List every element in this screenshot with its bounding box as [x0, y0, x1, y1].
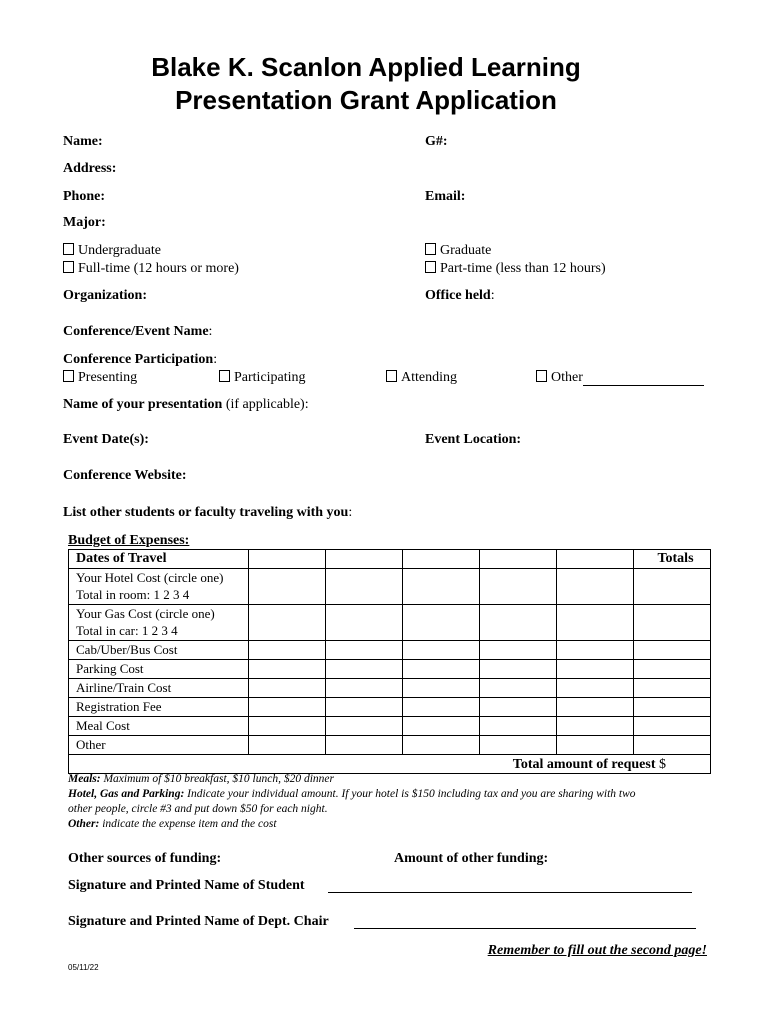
amount-cell[interactable]	[403, 569, 480, 605]
registration-fee-label: Registration Fee	[69, 698, 249, 717]
travelers-colon: :	[348, 505, 353, 520]
amount-cell[interactable]	[557, 660, 634, 679]
amount-cell[interactable]	[557, 569, 634, 605]
budget-heading: Budget of Expenses:	[68, 533, 190, 548]
parking-cost-label: Parking Cost	[69, 660, 249, 679]
hotel-cost-line-1: Your Hotel Cost (circle one)	[76, 570, 224, 585]
student-signature-line[interactable]	[328, 879, 692, 893]
date-cell[interactable]	[249, 550, 326, 569]
address-label: Address:	[63, 161, 117, 176]
total-cell[interactable]	[634, 679, 711, 698]
amount-cell[interactable]	[403, 698, 480, 717]
amount-cell[interactable]	[249, 660, 326, 679]
graduate-option[interactable]	[425, 243, 491, 259]
attending-label: Attending	[401, 370, 457, 385]
gas-cost-line-1: Your Gas Cost (circle one)	[76, 606, 215, 621]
attending-checkbox[interactable]	[386, 370, 397, 382]
other-checkbox[interactable]	[536, 370, 547, 382]
amount-cell[interactable]	[326, 679, 403, 698]
amount-cell[interactable]	[403, 660, 480, 679]
table-row	[69, 679, 711, 698]
conference-name-text: Conference/Event Name	[63, 324, 209, 339]
amount-cell[interactable]	[249, 679, 326, 698]
full-time-checkbox[interactable]	[63, 261, 74, 273]
amount-cell[interactable]	[326, 717, 403, 736]
conference-name-label	[63, 324, 212, 340]
major-label: Major:	[63, 215, 106, 230]
amount-cell[interactable]	[480, 717, 557, 736]
undergraduate-label: Undergraduate	[78, 243, 161, 258]
date-cell[interactable]	[557, 550, 634, 569]
hotel-cost-label	[69, 569, 249, 605]
undergraduate-option[interactable]	[63, 243, 161, 259]
presentation-name-text: Name of your presentation	[63, 397, 223, 412]
total-request-row	[69, 755, 711, 774]
budget-header-row	[69, 550, 711, 569]
second-page-reminder: Remember to fill out the second page!	[487, 943, 707, 958]
gas-cost-label	[69, 605, 249, 641]
hotel-note	[68, 787, 636, 802]
amount-cell[interactable]	[480, 605, 557, 641]
participating-label: Participating	[234, 370, 306, 385]
amount-cell[interactable]	[557, 736, 634, 755]
graduate-label: Graduate	[440, 243, 492, 258]
form-title-line-2: Presentation Grant Application	[175, 85, 557, 115]
part-time-checkbox[interactable]	[425, 261, 436, 273]
full-time-label: Full-time (12 hours or more)	[78, 261, 239, 276]
amount-cell[interactable]	[249, 736, 326, 755]
amount-cell[interactable]	[326, 569, 403, 605]
office-held-colon: :	[490, 288, 495, 303]
date-cell[interactable]	[403, 550, 480, 569]
student-signature-label: Signature and Printed Name of Student	[68, 878, 305, 893]
footer-date: 05/11/22	[68, 963, 99, 972]
phone-label: Phone:	[63, 189, 105, 204]
chair-signature-label: Signature and Printed Name of Dept. Chair	[68, 914, 329, 929]
full-time-option[interactable]	[63, 261, 239, 277]
total-cell[interactable]	[634, 698, 711, 717]
other-label: Other	[551, 370, 583, 385]
other-option[interactable]	[536, 370, 704, 386]
office-held-label	[425, 288, 495, 304]
amount-cell[interactable]	[326, 660, 403, 679]
event-location-label: Event Location:	[425, 432, 522, 447]
amount-cell[interactable]	[403, 736, 480, 755]
cab-cost-label: Cab/Uber/Bus Cost	[69, 641, 249, 660]
total-cell[interactable]	[634, 605, 711, 641]
presentation-name-note: (if applicable):	[222, 397, 309, 412]
airline-cost-label: Airline/Train Cost	[69, 679, 249, 698]
table-row	[69, 641, 711, 660]
amount-cell[interactable]	[249, 641, 326, 660]
presentation-name-label	[63, 397, 309, 413]
meals-note	[68, 772, 334, 787]
participation-colon: :	[213, 352, 218, 367]
participating-checkbox[interactable]	[219, 370, 230, 382]
part-time-option[interactable]	[425, 261, 606, 277]
amount-cell[interactable]	[249, 605, 326, 641]
amount-cell[interactable]	[326, 605, 403, 641]
amount-cell[interactable]	[557, 698, 634, 717]
total-cell[interactable]	[634, 717, 711, 736]
name-label: Name:	[63, 134, 103, 149]
other-blank-line[interactable]	[583, 372, 704, 386]
amount-cell[interactable]	[403, 605, 480, 641]
amount-cell[interactable]	[557, 679, 634, 698]
total-cell[interactable]	[634, 736, 711, 755]
chair-signature-line[interactable]	[354, 915, 696, 929]
table-row	[69, 698, 711, 717]
participating-option[interactable]	[219, 370, 306, 386]
amount-cell[interactable]	[403, 641, 480, 660]
conference-name-colon: :	[208, 324, 213, 339]
part-time-label: Part-time (less than 12 hours)	[440, 261, 606, 276]
amount-cell[interactable]	[326, 698, 403, 717]
total-request-label: Total amount of request	[512, 757, 656, 772]
dates-of-travel-header: Dates of Travel	[69, 550, 249, 569]
budget-table	[68, 549, 711, 774]
meal-cost-label: Meal Cost	[69, 717, 249, 736]
amount-cell[interactable]	[480, 569, 557, 605]
gnumber-label: G#:	[425, 134, 448, 149]
form-title-line-1: Blake K. Scanlon Applied Learning	[151, 52, 581, 82]
table-row	[69, 605, 711, 641]
travelers-label	[63, 505, 352, 521]
presenting-checkbox[interactable]	[63, 370, 74, 382]
date-cell[interactable]	[480, 550, 557, 569]
amount-cell[interactable]	[480, 660, 557, 679]
conference-website-label: Conference Website:	[63, 468, 187, 483]
total-cell[interactable]	[634, 660, 711, 679]
organization-label: Organization:	[63, 288, 147, 303]
total-request-cell[interactable]	[69, 755, 711, 774]
hotel-note-line-2: other people, circle #3 and put down $50 for each night.	[68, 803, 328, 815]
amount-cell[interactable]	[557, 605, 634, 641]
gas-cost-line-2: Total in car: 1 2 3 4	[76, 623, 178, 638]
total-request-currency: $	[655, 757, 666, 772]
amount-cell[interactable]	[557, 641, 634, 660]
office-held-text: Office held	[425, 288, 491, 303]
date-cell[interactable]	[326, 550, 403, 569]
meals-note-text: Maximum of $10 breakfast, $10 lunch, $20 dinner	[100, 773, 334, 785]
other-note-label: Other:	[68, 818, 100, 830]
email-label: Email:	[425, 189, 466, 204]
attending-option[interactable]	[386, 370, 457, 386]
hotel-cost-line-2: Total in room: 1 2 3 4	[76, 587, 190, 602]
other-note-text: indicate the expense item and the cost	[99, 818, 277, 830]
amount-cell[interactable]	[403, 679, 480, 698]
other-note	[68, 817, 277, 832]
participation-label	[63, 352, 217, 368]
amount-cell[interactable]	[480, 736, 557, 755]
table-row	[69, 660, 711, 679]
amount-cell[interactable]	[326, 641, 403, 660]
meals-note-label: Meals:	[68, 773, 101, 785]
amount-cell[interactable]	[249, 698, 326, 717]
amount-cell[interactable]	[249, 717, 326, 736]
table-row	[69, 717, 711, 736]
other-funding-amount-label: Amount of other funding:	[394, 851, 549, 866]
event-dates-label: Event Date(s):	[63, 432, 149, 447]
amount-cell[interactable]	[480, 679, 557, 698]
undergraduate-checkbox[interactable]	[63, 243, 74, 255]
amount-cell[interactable]	[557, 717, 634, 736]
amount-cell[interactable]	[326, 736, 403, 755]
table-row	[69, 736, 711, 755]
hotel-note-label: Hotel, Gas and Parking:	[68, 788, 185, 800]
presenting-option[interactable]	[63, 370, 137, 386]
presenting-label: Presenting	[78, 370, 138, 385]
other-cost-label: Other	[69, 736, 249, 755]
total-cell[interactable]	[634, 569, 711, 605]
hotel-note-text-1: Indicate your individual amount. If your hotel is $150 including tax and you are sharing with two	[184, 788, 636, 800]
total-cell[interactable]	[634, 641, 711, 660]
amount-cell[interactable]	[403, 717, 480, 736]
totals-header: Totals	[634, 550, 711, 569]
graduate-checkbox[interactable]	[425, 243, 436, 255]
amount-cell[interactable]	[480, 698, 557, 717]
amount-cell[interactable]	[249, 569, 326, 605]
participation-text: Conference Participation	[63, 352, 214, 367]
table-row	[69, 569, 711, 605]
other-funding-sources-label: Other sources of funding:	[68, 851, 222, 866]
travelers-text: List other students or faculty traveling with you	[63, 505, 349, 520]
amount-cell[interactable]	[480, 641, 557, 660]
